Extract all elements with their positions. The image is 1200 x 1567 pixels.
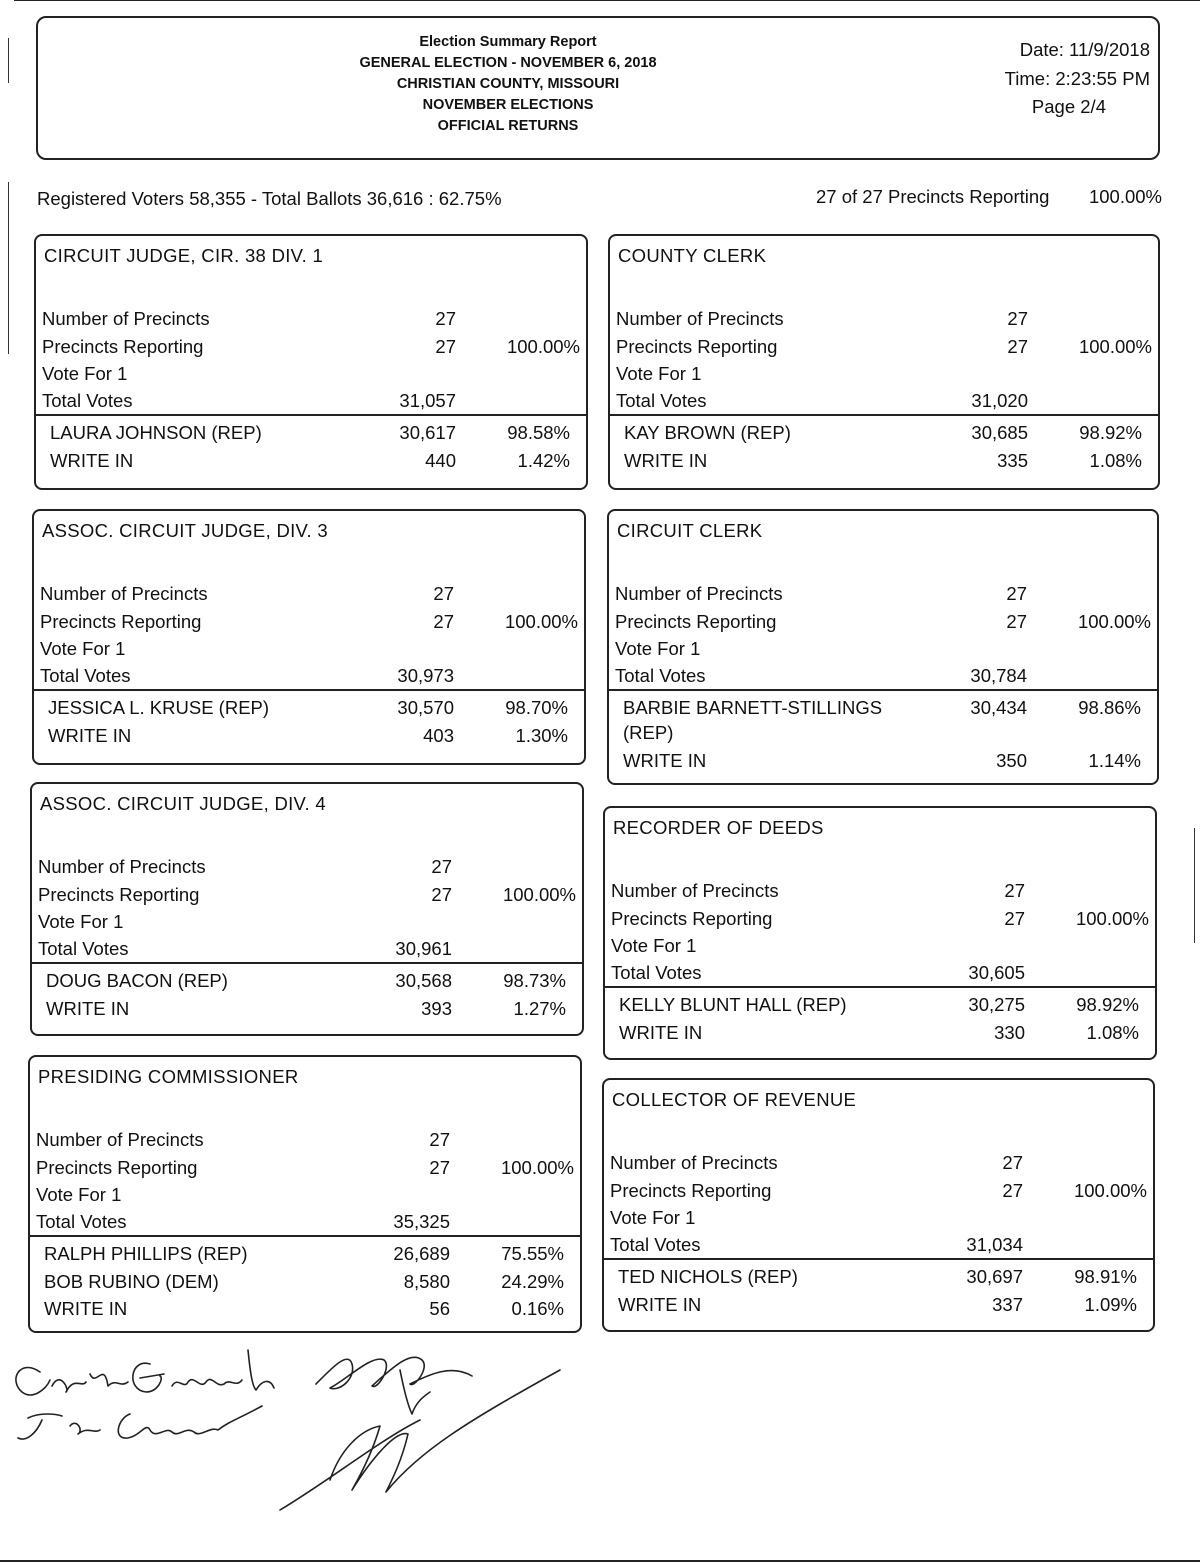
contest-title: COUNTY CLERK — [618, 245, 767, 266]
label-vote-for: Vote For 1 — [36, 1184, 122, 1205]
row-precincts-reporting — [615, 611, 1157, 637]
label-total-votes: Total Votes — [40, 664, 131, 686]
label-total-votes: Total Votes — [616, 389, 707, 411]
value-precincts-reporting: 27 — [429, 1156, 450, 1178]
label-number-of-precincts: Number of Precincts — [615, 583, 783, 604]
candidate-votes: 30,697 — [966, 1266, 1023, 1287]
candidate-row — [42, 450, 586, 476]
report-time: Time: 2:23:55 PM — [1004, 67, 1150, 89]
label-vote-for: Vote For 1 — [611, 935, 697, 956]
value-total-votes: 30,605 — [968, 961, 1025, 983]
row-vote-for — [42, 363, 586, 389]
precincts-summary — [816, 186, 1162, 208]
label-precincts-reporting: Precincts Reporting — [611, 907, 773, 929]
contest-title: CIRCUIT CLERK — [617, 520, 763, 541]
contest-title: ASSOC. CIRCUIT JUDGE, DIV. 3 — [42, 520, 328, 541]
candidate-name: DOUG BACON (REP) — [46, 970, 228, 991]
candidate-pct: 1.09% — [1084, 1293, 1137, 1315]
row-number-of-precincts — [40, 583, 584, 609]
candidate-name: TED NICHOLS (REP) — [618, 1266, 798, 1287]
value-total-votes: 30,973 — [397, 664, 454, 686]
results-divider — [604, 1258, 1153, 1260]
value-reporting-pct: 100.00% — [1073, 1179, 1147, 1201]
value-precincts-reporting: 27 — [431, 883, 452, 905]
report-date: Date: 11/9/2018 — [1019, 39, 1150, 60]
value-reporting-pct: 100.00% — [1078, 335, 1152, 357]
row-vote-for — [615, 638, 1157, 664]
value-number-of-precincts: 27 — [1007, 308, 1028, 329]
label-total-votes: Total Votes — [38, 937, 129, 959]
contest-circuit-clerk — [607, 509, 1159, 785]
candidate-votes: 56 — [429, 1298, 450, 1319]
value-precincts-reporting: 27 — [1002, 1179, 1023, 1201]
registered-voters-summary: Registered Voters 58,355 - Total Ballots 36,616 : 62.75% — [37, 188, 502, 209]
candidate-row — [611, 1022, 1155, 1048]
contest-circuit-judge-div-1 — [34, 234, 588, 490]
contest-assoc-circuit-judge-div-4 — [30, 782, 584, 1036]
row-precincts-reporting — [40, 611, 584, 637]
results-divider — [34, 689, 584, 691]
signature-4 — [280, 1370, 560, 1510]
value-reporting-pct: 100.00% — [506, 335, 580, 357]
value-total-votes: 31,034 — [966, 1233, 1023, 1255]
row-precincts-reporting — [36, 1157, 580, 1183]
value-number-of-precincts: 27 — [429, 1129, 450, 1150]
candidate-name: WRITE IN — [44, 1298, 128, 1319]
edge-mark — [1194, 828, 1195, 943]
results-divider — [32, 962, 582, 964]
row-number-of-precincts — [36, 1129, 580, 1155]
report-meta — [1005, 36, 1150, 122]
candidate-row-continued — [615, 722, 1157, 748]
row-number-of-precincts — [42, 308, 586, 334]
value-reporting-pct: 100.00% — [1075, 907, 1149, 929]
value-total-votes: 31,057 — [399, 389, 456, 411]
candidate-row — [38, 998, 582, 1024]
candidate-pct: 98.70% — [505, 697, 568, 718]
candidate-row — [36, 1243, 580, 1269]
label-number-of-precincts: Number of Precincts — [42, 308, 210, 329]
county-name: CHRISTIAN COUNTY, MISSOURI — [396, 76, 620, 92]
row-precincts-reporting — [611, 908, 1155, 934]
label-number-of-precincts: Number of Precincts — [610, 1152, 778, 1173]
page-top-rule — [14, 0, 1200, 1]
candidate-row — [36, 1271, 580, 1297]
label-precincts-reporting: Precincts Reporting — [616, 335, 778, 357]
contest-title: CIRCUIT JUDGE, CIR. 38 DIV. 1 — [44, 245, 324, 266]
candidate-name: RALPH PHILLIPS (REP) — [44, 1243, 248, 1264]
row-total-votes — [42, 390, 586, 416]
candidate-votes: 350 — [996, 749, 1027, 771]
candidate-name: WRITE IN — [618, 1293, 702, 1315]
contest-collector-of-revenue — [602, 1078, 1155, 1332]
label-number-of-precincts: Number of Precincts — [611, 880, 779, 901]
row-number-of-precincts — [611, 880, 1155, 906]
label-precincts-reporting: Precincts Reporting — [38, 883, 200, 905]
row-total-votes — [611, 962, 1155, 988]
label-number-of-precincts: Number of Precincts — [38, 856, 206, 877]
row-total-votes — [615, 665, 1157, 691]
label-total-votes: Total Votes — [611, 961, 702, 983]
candidate-votes: 335 — [997, 449, 1028, 471]
candidate-pct: 1.08% — [1089, 449, 1142, 471]
row-vote-for — [36, 1184, 580, 1210]
row-total-votes — [40, 665, 584, 691]
label-number-of-precincts: Number of Precincts — [40, 583, 208, 604]
candidate-row — [40, 725, 584, 751]
candidate-name: WRITE IN — [623, 749, 707, 771]
candidate-name: KELLY BLUNT HALL (REP) — [619, 994, 847, 1015]
candidate-name: WRITE IN — [50, 449, 134, 471]
signature-2 — [18, 1406, 262, 1439]
label-vote-for: Vote For 1 — [615, 638, 701, 659]
candidate-pct: 75.55% — [501, 1243, 564, 1264]
candidate-votes: 403 — [423, 724, 454, 746]
value-total-votes: 31,020 — [971, 389, 1028, 411]
results-divider — [36, 414, 586, 416]
candidate-pct: 1.08% — [1086, 1021, 1139, 1043]
value-total-votes: 30,784 — [970, 664, 1027, 686]
page-bottom-rule — [0, 1560, 1200, 1562]
candidate-row — [36, 1298, 580, 1324]
signature-3 — [316, 1357, 472, 1414]
value-total-votes: 30,961 — [395, 937, 452, 959]
row-precincts-reporting — [616, 336, 1158, 362]
election-name: GENERAL ELECTION - NOVEMBER 6, 2018 — [359, 55, 657, 71]
label-precincts-reporting: Precincts Reporting — [42, 335, 204, 357]
contest-title: RECORDER OF DEEDS — [613, 817, 824, 838]
report-title-block — [278, 32, 738, 137]
page-number: Page 2/4 — [1031, 96, 1106, 117]
candidate-name: LAURA JOHNSON (REP) — [50, 422, 262, 443]
candidate-name: BOB RUBINO (DEM) — [44, 1270, 219, 1292]
results-divider — [609, 689, 1157, 691]
value-precincts-reporting: 27 — [433, 610, 454, 632]
value-precincts-reporting: 27 — [1004, 907, 1025, 929]
row-number-of-precincts — [615, 583, 1157, 609]
candidate-pct: 98.58% — [507, 422, 570, 443]
candidate-row — [615, 750, 1157, 776]
candidate-row — [42, 422, 586, 448]
label-total-votes: Total Votes — [610, 1233, 701, 1255]
edge-mark — [8, 182, 9, 354]
label-vote-for: Vote For 1 — [40, 638, 126, 659]
label-precincts-reporting: Precincts Reporting — [610, 1179, 772, 1201]
results-divider — [605, 986, 1155, 988]
candidate-pct: 98.92% — [1076, 994, 1139, 1015]
candidate-pct: 1.14% — [1088, 749, 1141, 771]
value-total-votes: 35,325 — [393, 1210, 450, 1232]
edge-mark — [8, 38, 9, 83]
row-vote-for — [40, 638, 584, 664]
candidate-row — [615, 697, 1157, 723]
value-number-of-precincts: 27 — [1006, 583, 1027, 604]
signature-1 — [16, 1350, 274, 1395]
precincts-reporting-pct: 100.00% — [1088, 186, 1162, 207]
candidate-row — [616, 450, 1158, 476]
row-vote-for — [616, 363, 1158, 389]
candidate-name: KAY BROWN (REP) — [624, 422, 791, 443]
candidate-votes: 30,568 — [395, 970, 452, 991]
candidate-name: BARBIE BARNETT-STILLINGS — [623, 697, 883, 718]
results-divider — [30, 1235, 580, 1237]
candidate-pct: 98.86% — [1078, 697, 1141, 718]
label-precincts-reporting: Precincts Reporting — [615, 610, 777, 632]
candidate-votes: 26,689 — [393, 1243, 450, 1264]
label-number-of-precincts: Number of Precincts — [36, 1129, 204, 1150]
row-number-of-precincts — [38, 856, 582, 882]
report-title: Election Summary Report — [419, 34, 597, 50]
candidate-row — [616, 422, 1158, 448]
label-vote-for: Vote For 1 — [38, 911, 124, 932]
value-reporting-pct: 100.00% — [504, 610, 578, 632]
report-header — [36, 16, 1160, 160]
label-number-of-precincts: Number of Precincts — [616, 308, 784, 329]
contest-assoc-circuit-judge-div-3 — [32, 509, 586, 765]
row-total-votes — [610, 1234, 1153, 1260]
label-total-votes: Total Votes — [615, 664, 706, 686]
candidate-votes: 440 — [425, 449, 456, 471]
candidate-votes: 30,617 — [399, 422, 456, 443]
candidate-row — [611, 994, 1155, 1020]
candidate-pct: 24.29% — [501, 1270, 564, 1292]
row-vote-for — [610, 1207, 1153, 1233]
value-precincts-reporting: 27 — [1007, 335, 1028, 357]
value-reporting-pct: 100.00% — [502, 883, 576, 905]
candidate-votes: 30,275 — [968, 994, 1025, 1015]
label-vote-for: Vote For 1 — [616, 363, 702, 384]
candidate-pct: 0.16% — [511, 1298, 564, 1319]
contest-recorder-of-deeds — [603, 806, 1157, 1060]
value-precincts-reporting: 27 — [435, 335, 456, 357]
value-reporting-pct: 100.00% — [1077, 610, 1151, 632]
candidate-votes: 30,570 — [397, 697, 454, 718]
value-number-of-precincts: 27 — [435, 308, 456, 329]
candidate-name: WRITE IN — [46, 997, 130, 1019]
row-vote-for — [38, 911, 582, 937]
candidate-pct: 98.92% — [1079, 422, 1142, 443]
label-total-votes: Total Votes — [36, 1210, 127, 1232]
value-reporting-pct: 100.00% — [500, 1156, 574, 1178]
candidate-party: (REP) — [623, 722, 674, 743]
value-number-of-precincts: 27 — [1004, 880, 1025, 901]
contest-presiding-commissioner — [28, 1055, 582, 1333]
candidate-votes: 8,580 — [403, 1270, 450, 1292]
row-precincts-reporting — [38, 884, 582, 910]
label-precincts-reporting: Precincts Reporting — [36, 1156, 198, 1178]
label-total-votes: Total Votes — [42, 389, 133, 411]
candidate-name: WRITE IN — [624, 449, 708, 471]
value-precincts-reporting: 27 — [1006, 610, 1027, 632]
candidate-votes: 30,685 — [971, 422, 1028, 443]
row-number-of-precincts — [610, 1152, 1153, 1178]
candidate-votes: 337 — [992, 1293, 1023, 1315]
value-number-of-precincts: 27 — [433, 583, 454, 604]
row-total-votes — [36, 1211, 580, 1237]
candidate-pct: 1.27% — [513, 997, 566, 1019]
contest-county-clerk — [608, 234, 1160, 490]
row-number-of-precincts — [616, 308, 1158, 334]
precincts-reporting-summary: 27 of 27 Precincts Reporting — [816, 186, 1050, 207]
contest-title: ASSOC. CIRCUIT JUDGE, DIV. 4 — [40, 793, 326, 814]
candidate-row — [610, 1266, 1153, 1292]
candidate-votes: 30,434 — [970, 697, 1027, 718]
label-vote-for: Vote For 1 — [42, 363, 128, 384]
candidate-row — [610, 1294, 1153, 1320]
candidate-pct: 1.42% — [517, 449, 570, 471]
candidate-name: WRITE IN — [48, 724, 132, 746]
value-number-of-precincts: 27 — [1002, 1152, 1023, 1173]
candidate-votes: 393 — [421, 997, 452, 1019]
row-vote-for — [611, 935, 1155, 961]
contest-title: PRESIDING COMMISSIONER — [38, 1066, 299, 1087]
candidate-pct: 98.91% — [1074, 1266, 1137, 1287]
row-precincts-reporting — [610, 1180, 1153, 1206]
candidate-name: JESSICA L. KRUSE (REP) — [48, 697, 270, 718]
results-divider — [610, 414, 1158, 416]
contest-title: COLLECTOR OF REVENUE — [612, 1089, 857, 1110]
label-precincts-reporting: Precincts Reporting — [40, 610, 202, 632]
candidate-pct: 98.73% — [503, 970, 566, 991]
row-total-votes — [38, 938, 582, 964]
label-vote-for: Vote For 1 — [610, 1207, 696, 1228]
candidate-name: WRITE IN — [619, 1021, 703, 1043]
candidate-row — [40, 697, 584, 723]
value-number-of-precincts: 27 — [431, 856, 452, 877]
returns-label: OFFICIAL RETURNS — [437, 118, 579, 134]
candidate-pct: 1.30% — [515, 724, 568, 746]
candidate-votes: 330 — [994, 1021, 1025, 1043]
candidate-row — [38, 970, 582, 996]
elections-label: NOVEMBER ELECTIONS — [422, 97, 594, 113]
row-total-votes — [616, 390, 1158, 416]
official-signatures — [0, 1330, 620, 1520]
row-precincts-reporting — [42, 336, 586, 362]
